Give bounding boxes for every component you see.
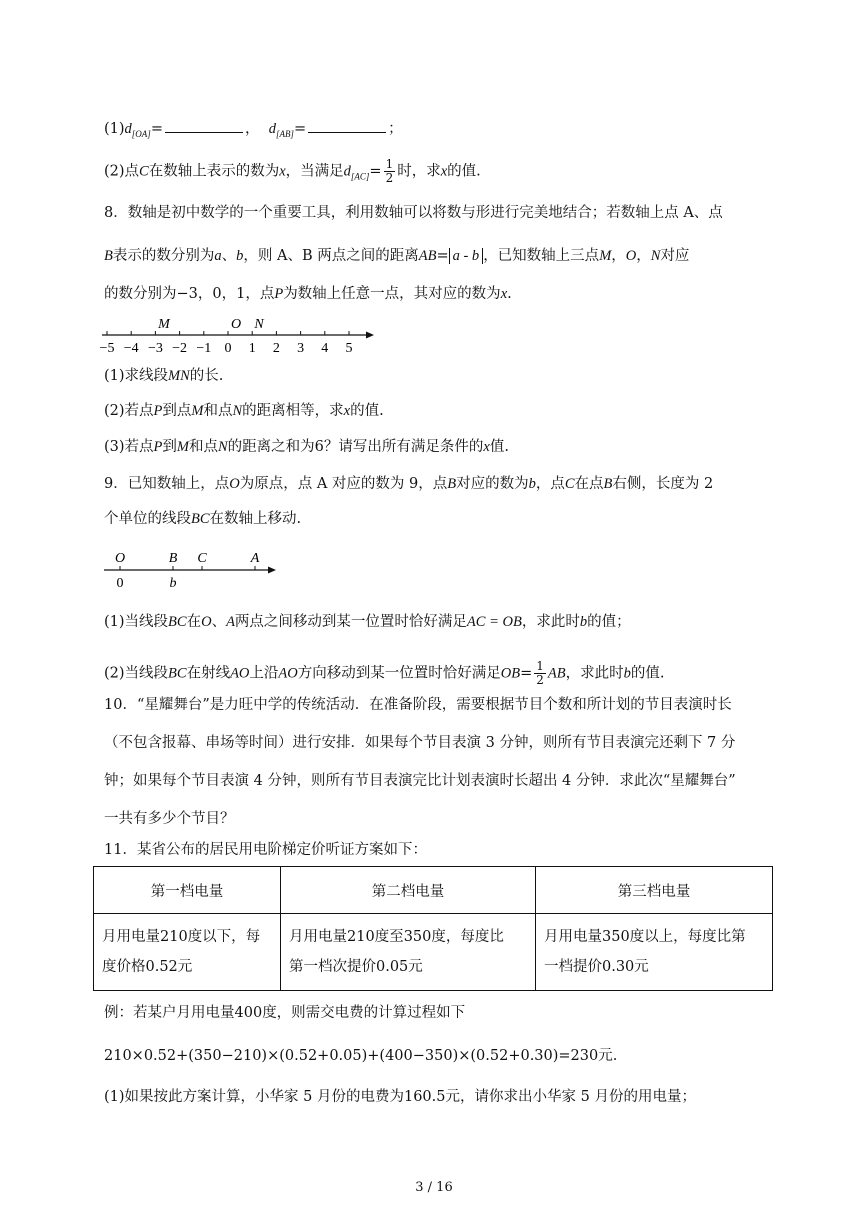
pricing-table <box>93 866 773 991</box>
math-var: AB <box>547 665 566 682</box>
table-header-cell: 第三档电量 <box>536 867 773 914</box>
text: 月用电量 <box>289 929 347 945</box>
text: ，点 <box>535 476 565 492</box>
text: 在数轴上移动. <box>209 511 302 527</box>
point-label-B: B <box>168 551 178 566</box>
text: 第一档次提价 <box>289 959 376 975</box>
text: 元，请你求出小华家 5 月份的用电量； <box>445 1089 696 1105</box>
answer-blank[interactable] <box>165 118 243 133</box>
math-var: MN <box>168 368 190 384</box>
tick-label: −1 <box>196 341 212 356</box>
math-var: x <box>440 163 448 180</box>
text: 元. <box>598 1048 618 1064</box>
text: 度，则需交电费的计算过程如下 <box>262 1005 466 1021</box>
table-header-row <box>94 867 773 914</box>
q9-sub2 <box>104 660 664 687</box>
text: 的距离相等，求 <box>242 403 344 419</box>
text: 在数轴上表示的数为 <box>148 163 280 180</box>
text: 个单位的线段 <box>104 511 191 527</box>
math-num: 6 <box>314 439 324 455</box>
tick-label: −5 <box>99 341 115 356</box>
tick-label: −3 <box>147 341 163 356</box>
tick-label-b: b <box>169 576 177 591</box>
q10-line1 <box>104 695 732 715</box>
point-label-A: A <box>250 551 260 566</box>
text: (1)如果按此方案计算，小华家 5 月份的电费为 <box>104 1089 404 1105</box>
math-expr: 210×0.52+(350−210)×(0.52+0.05)+(400−350)×(0.52+0.30)=230 <box>104 1048 599 1064</box>
text: 的值. <box>447 163 481 180</box>
tick-label: 0 <box>224 341 232 356</box>
numerator: 1 <box>536 659 544 673</box>
math-num: 0.52 <box>145 959 178 975</box>
q11-formula <box>104 1046 617 1066</box>
denominator: 2 <box>536 673 544 687</box>
text: 到 <box>162 439 177 455</box>
tick-label: 3 <box>297 341 305 356</box>
math-var: A <box>226 614 235 630</box>
math-var: B <box>603 476 613 492</box>
text: 度以上，每度比第 <box>629 929 746 945</box>
numerator: 1 <box>385 157 394 171</box>
math-eq: = <box>293 121 307 137</box>
text: 对应的数为 <box>456 476 529 492</box>
math-num: 210 <box>160 929 188 945</box>
math-var: M <box>176 439 189 455</box>
text: (3)若点 <box>104 439 154 455</box>
text: 表示的数分别为 <box>112 248 215 264</box>
text: 元 <box>634 959 649 975</box>
math-eq: = <box>436 248 449 264</box>
text: 在射线 <box>186 665 231 682</box>
math-eq: = <box>520 665 533 682</box>
tick-label: −2 <box>172 341 188 356</box>
math-var: O <box>625 248 637 264</box>
point-label-O: O <box>230 317 242 332</box>
math-var: B <box>447 476 457 492</box>
text: 一共有多少个节目？ <box>104 811 235 827</box>
math-eq: = <box>150 121 163 137</box>
text: 的距离之和为 <box>227 439 315 455</box>
denominator: 2 <box>385 171 394 185</box>
text: ， <box>611 248 626 264</box>
part-label: (1) <box>104 121 125 137</box>
table-row <box>94 914 773 991</box>
math-var: OB <box>500 665 521 682</box>
text: 的数分别为−3，0，1，点 <box>104 286 275 302</box>
q9-line1 <box>104 474 713 494</box>
tick-label: 2 <box>272 341 280 356</box>
text: 11．某省公布的居民用电阶梯定价听证方案如下： <box>104 842 427 858</box>
math-var: x <box>343 403 351 419</box>
q8-number-line <box>98 312 380 358</box>
text: 和点 <box>189 439 218 455</box>
text: ，求此时 <box>521 614 580 630</box>
text: 和点 <box>203 403 233 419</box>
text: 度价格 <box>102 959 146 975</box>
q7-part2 <box>104 158 481 186</box>
table-cell <box>281 914 536 991</box>
text: 钟；如果每个节目表演 4 分钟，则所有节目表演完比计划表演时长超出 4 分钟．求此次“星耀舞台” <box>104 773 736 789</box>
text: (2)点 <box>104 163 140 180</box>
table-header-cell: 第二档电量 <box>281 867 536 914</box>
q8-sub2 <box>104 401 384 421</box>
text: (1)求线段 <box>104 368 169 384</box>
text: 、 <box>221 248 237 264</box>
q10-line3 <box>104 771 736 791</box>
q9-number-line <box>100 546 282 592</box>
math-var: x <box>500 286 508 302</box>
math-d: d <box>124 121 132 137</box>
text: 8．数轴是初中数学的一个重要工具，利用数轴可以将数与形进行完美地结合；若数轴上点 A、点 <box>104 205 723 221</box>
text: 值. <box>489 439 509 455</box>
q10-line4 <box>104 809 235 829</box>
math-var: P <box>153 439 163 455</box>
q8-sub1 <box>104 366 223 386</box>
text: 在 <box>186 614 202 630</box>
text: 右侧，长度为 2 <box>612 476 714 492</box>
math-expr: AC = OB <box>466 614 522 630</box>
text: 例：若某户月用电量 <box>104 1005 235 1021</box>
text: 的值. <box>350 403 384 419</box>
text: (1)当线段 <box>104 614 169 630</box>
math-var: C <box>139 163 149 180</box>
tick-label: 5 <box>345 341 353 356</box>
text: 时，求 <box>397 163 441 180</box>
absolute-value: a - b <box>449 248 484 264</box>
math-var: b <box>236 248 244 264</box>
q9-sub1 <box>104 612 631 632</box>
math-var: N <box>650 248 661 264</box>
q8-sub3 <box>104 437 509 457</box>
punct: ； <box>388 121 403 137</box>
math-var: x <box>483 439 490 455</box>
math-var: b <box>623 665 631 682</box>
table-cell <box>536 914 773 991</box>
table-header-cell: 第一档电量 <box>94 867 281 914</box>
text: (2)若点 <box>104 403 154 419</box>
text: 到点 <box>162 403 192 419</box>
point-label-C: C <box>197 551 207 566</box>
text: ， <box>636 248 651 264</box>
text: 9．已知数轴上，点 <box>104 476 230 492</box>
math-sub: [AB] <box>275 128 294 139</box>
q11-sub1 <box>104 1087 696 1107</box>
text: 元 <box>408 959 423 975</box>
math-var: B <box>104 248 113 264</box>
q11-line1 <box>104 840 427 860</box>
text: ，求此时 <box>565 665 624 682</box>
text: 度，每度比 <box>431 929 504 945</box>
math-num: 160.5 <box>403 1089 446 1105</box>
math-var: BC <box>191 511 210 527</box>
text: 的长. <box>189 368 224 384</box>
math-var: BC <box>168 614 187 630</box>
text: 为原点，点 A 对应的数为 9，点 <box>239 476 448 492</box>
axis-arrow-icon <box>366 332 374 339</box>
math-var: N <box>232 403 243 419</box>
tick-label: −4 <box>123 341 139 356</box>
text: 一档提价 <box>544 959 602 975</box>
punct: ， <box>244 121 260 137</box>
axis-arrow-icon <box>268 567 276 574</box>
math-num: 0.30 <box>602 959 635 975</box>
fraction <box>534 660 546 687</box>
text: 度以下，每 <box>187 929 261 945</box>
point-label-M: M <box>158 317 170 332</box>
math-var: N <box>218 439 228 455</box>
text: 为数轴上任意一点，其对应的数为 <box>283 286 501 302</box>
tick-label: 4 <box>321 341 329 356</box>
q7-part1 <box>104 118 403 144</box>
fraction <box>384 158 396 185</box>
math-var: BC <box>168 665 187 682</box>
math-var: O <box>229 476 240 492</box>
q10-line2 <box>104 733 735 753</box>
text: 两点之间移动到某一位置时恰好满足 <box>234 614 467 630</box>
math-sub: [AC] <box>350 171 370 182</box>
text: 月用电量 <box>102 929 160 945</box>
q11-example <box>104 1003 465 1023</box>
math-d: d <box>268 121 276 137</box>
tick-label: 1 <box>248 341 256 356</box>
math-var: a <box>214 248 222 264</box>
text: 对应 <box>660 248 690 264</box>
text: 月用电量 <box>544 929 602 945</box>
math-var: AO <box>230 665 250 682</box>
text: . <box>507 286 512 302</box>
math-var: M <box>191 403 204 419</box>
math-var: b <box>528 476 536 492</box>
math-var: P <box>153 403 163 419</box>
table-cell <box>94 914 281 991</box>
math-var: P <box>274 286 284 302</box>
text: ，已知数轴上三点 <box>483 248 600 264</box>
math-var: M <box>599 248 612 264</box>
math-var: O <box>201 614 212 630</box>
text: 元 <box>177 959 193 975</box>
math-d: d <box>343 163 351 180</box>
text: 10．“星耀舞台”是力旺中学的传统活动．在准备阶段，需要根据节目个数和所计划的节目表演时长 <box>104 697 732 713</box>
q8-line2 <box>104 246 689 266</box>
text: （不包含报幕、串场等时间）进行安排．如果每个节目表演 3 分钟，则所有节目表演完还剩下 7 分 <box>104 735 736 751</box>
text: 度至 <box>374 929 404 945</box>
text: 在点 <box>574 476 604 492</box>
point-label-O: O <box>114 551 126 566</box>
text: (2)当线段 <box>104 665 169 682</box>
page-number: 3 / 16 <box>415 1180 453 1195</box>
text: 方向移动到某一位置时恰好满足 <box>297 665 501 682</box>
tick-label-0: 0 <box>116 576 124 591</box>
math-var: x <box>279 163 286 180</box>
math-eq: = <box>369 163 382 180</box>
text: ，当满足 <box>285 163 344 180</box>
math-var: AO <box>278 665 298 682</box>
text: 、 <box>211 614 227 630</box>
math-var: AB <box>418 248 437 264</box>
point-label-N: N <box>254 317 264 332</box>
q9-line2 <box>104 509 301 529</box>
math-num: 350 <box>602 929 630 945</box>
math-var: b <box>579 614 588 630</box>
text: 的值. <box>630 665 665 682</box>
answer-blank[interactable] <box>308 118 386 133</box>
math-var: C <box>564 476 575 492</box>
math-num: 0.05 <box>376 959 409 975</box>
q8-line1 <box>104 203 723 223</box>
text: 的值； <box>587 614 631 630</box>
math-num: 350 <box>403 929 432 945</box>
q8-line3 <box>104 284 512 304</box>
text: ，则 A、B 两点之间的距离 <box>243 248 419 264</box>
math-num: 210 <box>347 929 375 945</box>
math-sub: [OA] <box>131 128 151 139</box>
math-num: 400 <box>234 1005 263 1021</box>
text: 上沿 <box>249 665 279 682</box>
text: ？请写出所有满足条件的 <box>323 439 484 455</box>
